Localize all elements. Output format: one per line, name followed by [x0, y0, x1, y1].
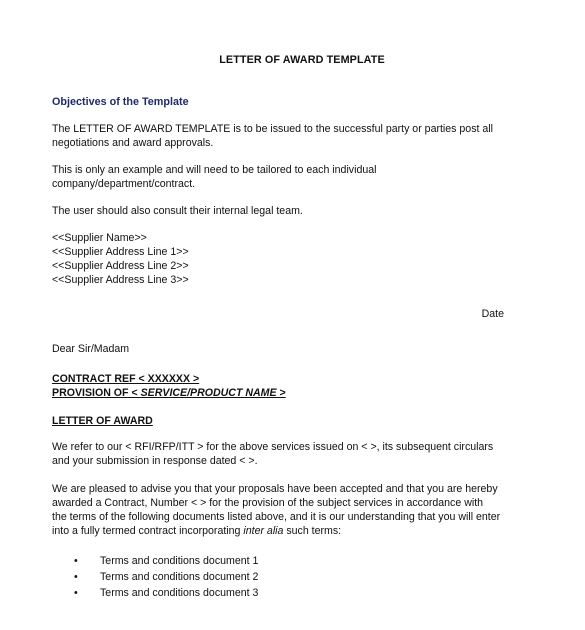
provision-of	[52, 386, 522, 400]
refer-paragraph	[52, 440, 522, 468]
award-line-4-suffix: such terms:	[283, 525, 342, 537]
intro-line-1: The LETTER OF AWARD TEMPLATE is to be issued to the successful party or parties post all	[52, 123, 493, 135]
award-paragraph	[52, 482, 522, 538]
supplier-name: <<Supplier Name>>	[52, 232, 147, 244]
contract-ref: CONTRACT REF < XXXXXX >	[52, 373, 200, 385]
tailor-line-1: This is only an example and will need to be tailored to each individual	[52, 164, 377, 176]
date-label: Date	[481, 308, 504, 320]
legal-paragraph: The user should also consult their internal legal team.	[52, 205, 303, 217]
supplier-address-line-1: <<Supplier Address Line 1>>	[52, 246, 189, 258]
provision-prefix: PROVISION OF <	[52, 387, 141, 399]
intro-line-2: negotiations and award approvals.	[52, 137, 214, 149]
inter-alia: inter alia	[243, 525, 284, 537]
provision-suffix: >	[276, 387, 286, 399]
award-line-4-prefix: into a fully termed contract incorporating	[52, 525, 244, 537]
supplier-address-block	[52, 231, 522, 287]
provision-service-name: SERVICE/PRODUCT NAME	[140, 387, 277, 399]
term-label: Terms and conditions document 3	[100, 587, 259, 599]
refer-line-1: We refer to our < RFI/RFP/ITT > for the above services issued on < >, its subsequent circulars	[52, 441, 494, 453]
award-line-1: We are pleased to advise you that your proposals have been accepted and that you are hereby	[52, 483, 498, 495]
objectives-heading: Objectives of the Template	[52, 96, 189, 108]
terms-list	[52, 553, 522, 601]
document-body	[52, 50, 522, 601]
refer-line-2: and your submission in response dated < >.	[52, 455, 258, 467]
intro-paragraph	[52, 122, 522, 150]
tailor-paragraph	[52, 163, 522, 191]
supplier-address-line-2: <<Supplier Address Line 2>>	[52, 260, 189, 272]
award-line-3: the terms of the following documents listed above, and it is our understanding that you will enter	[52, 511, 501, 523]
list-item	[74, 585, 522, 601]
bullet-icon: •	[74, 587, 78, 599]
document-title: LETTER OF AWARD TEMPLATE	[219, 54, 385, 66]
salutation: Dear Sir/Madam	[52, 343, 130, 355]
list-item	[74, 553, 522, 569]
reference-block	[52, 372, 522, 400]
list-item	[74, 569, 522, 585]
bullet-icon: •	[74, 571, 78, 583]
term-label: Terms and conditions document 1	[100, 555, 259, 567]
award-line-2: awarded a Contract, Number < > for the provision of the subject services in accordance with	[52, 497, 484, 509]
supplier-address-line-3: <<Supplier Address Line 3>>	[52, 274, 189, 286]
award-line-4	[52, 525, 341, 537]
letter-of-award-heading: LETTER OF AWARD	[52, 415, 153, 427]
bullet-icon: •	[74, 555, 78, 567]
tailor-line-2: company/department/contract.	[52, 178, 196, 190]
term-label: Terms and conditions document 2	[100, 571, 259, 583]
